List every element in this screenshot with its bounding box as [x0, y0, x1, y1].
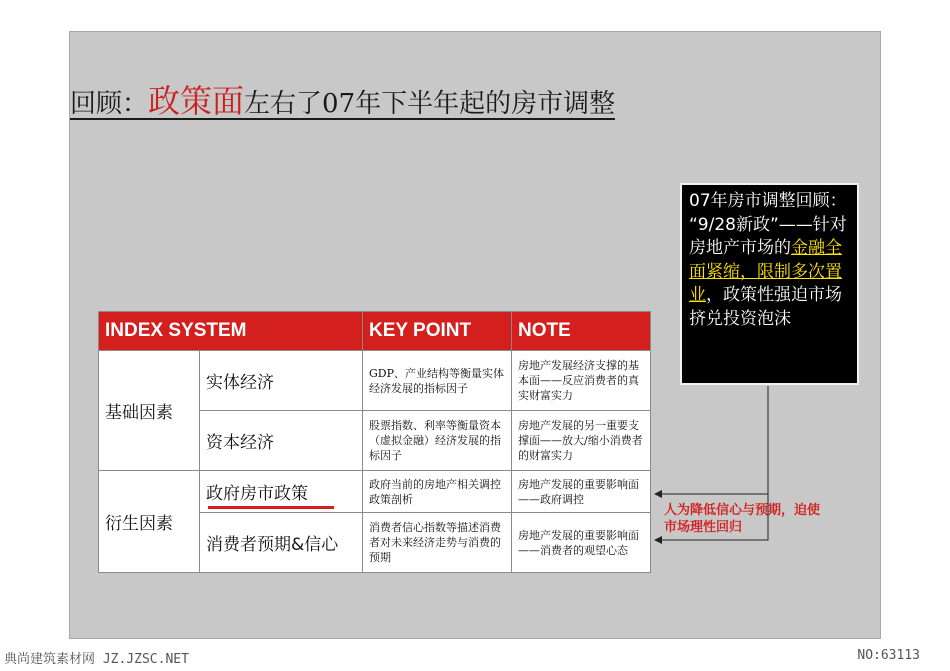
- key-cell: 政府当前的房地产相关调控政策剖析: [363, 471, 512, 513]
- annotation-text: 人为降低信心与预期，迫使市场理性回归: [664, 503, 821, 535]
- note-cell: 房地产发展的重要影响面——消费者的观望心态: [512, 513, 651, 573]
- category-cell: 基础因素: [99, 351, 200, 471]
- footer-site: 典尚建筑素材网 JZ.JZSC.NET: [4, 652, 189, 667]
- title-suffix: 左右了07年下半年起的房市调整: [244, 89, 616, 119]
- item-cell: 政府房市政策: [200, 471, 363, 513]
- header-index-system: INDEX SYSTEM: [99, 312, 363, 351]
- category-cell: 衍生因素: [99, 471, 200, 573]
- key-cell: 股票指数、利率等衡量资本（虚拟金融）经济发展的指标因子: [363, 411, 512, 471]
- header-key-point: KEY POINT: [363, 312, 512, 351]
- note-cell: 房地产发展的重要影响面——政府调控: [512, 471, 651, 513]
- key-cell: GDP、产业结构等衡量实体经济发展的指标因子: [363, 351, 512, 411]
- callout-line1: 07年房市调整回顾：: [689, 191, 847, 211]
- item-cell: 资本经济: [200, 411, 363, 471]
- title-prefix: 回顾：: [70, 89, 149, 119]
- note-cell: 房地产发展的另一重要支撑面——放大/缩小消费者的财富实力: [512, 411, 651, 471]
- callout-line2: “9/28新政”——针对房地产市场的: [689, 214, 847, 258]
- header-note: NOTE: [512, 312, 651, 351]
- title-highlight: 政策面: [148, 82, 245, 120]
- item-cell: 实体经济: [200, 351, 363, 411]
- item-cell: 消费者预期&信心: [200, 513, 363, 573]
- callout-line3: ，政策性强迫市场挤兑投资泡沫: [689, 285, 842, 329]
- key-cell: 消费者信心指数等描述消费者对未来经济走势与消费的预期: [363, 513, 512, 573]
- callout-highlight: 金融全面紧缩，限制多次置业: [689, 238, 842, 305]
- note-cell: 房地产发展经济支撑的基本面——反应消费者的真实财富实力: [512, 351, 651, 411]
- footer-number: NO:63113: [857, 648, 920, 663]
